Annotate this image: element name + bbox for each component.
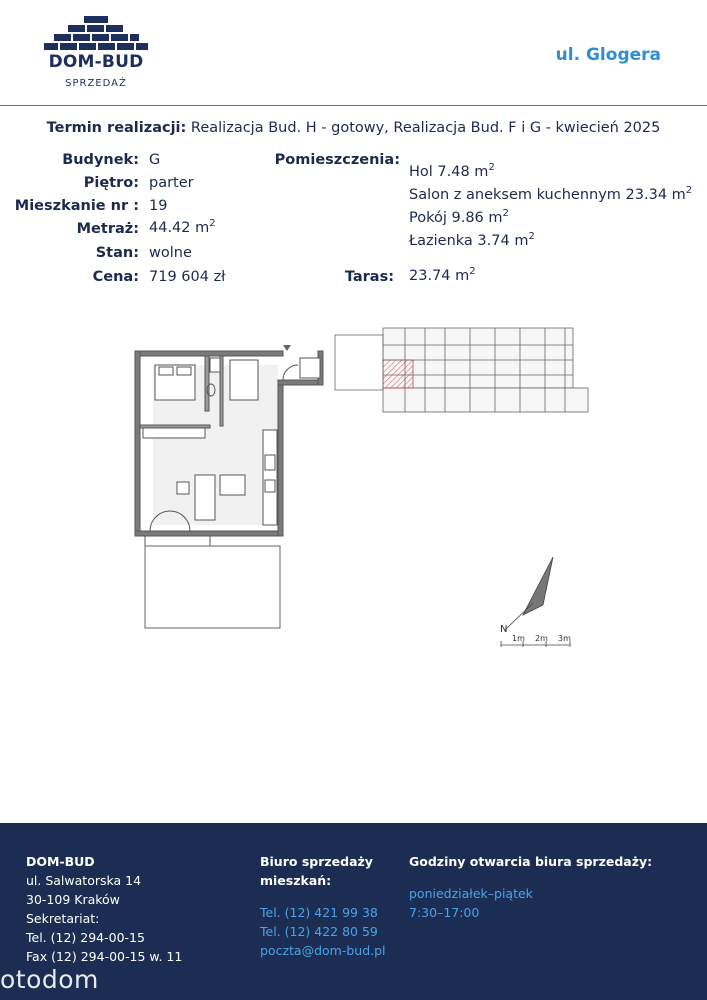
sales-office-title: Biuro sprzedaży: [260, 854, 373, 869]
sales-email-link[interactable]: poczta@dom-bud.pl: [260, 943, 386, 958]
hours-time: 7:30–17:00: [409, 905, 480, 920]
brand-subtitle: SPRZEDAŻ: [65, 78, 127, 89]
brand-name: DOM-BUD: [48, 52, 144, 72]
page-header: [0, 0, 707, 106]
term-label: Termin realizacji:: [46, 120, 187, 136]
sales-phone-2-link[interactable]: Tel. (12) 422 80 59: [260, 924, 378, 939]
terrace-label: Taras:: [344, 269, 394, 285]
footer-company: DOM-BUD: [26, 854, 95, 869]
building-label: Budynek:: [62, 152, 139, 168]
term-value: Realizacja Bud. H - gotowy, Realizacja Bud. F i G - kwiecień 2025: [190, 120, 661, 136]
street-name: ul. Glogera: [555, 45, 661, 65]
flat-floor-plan: [135, 345, 323, 628]
room-item: Hol 7.48 $m^2$: [409, 162, 495, 180]
area-label: Metraż:: [76, 221, 139, 237]
price-label: Cena:: [92, 269, 139, 285]
building-key-plan: [335, 328, 588, 412]
floor-plan: [125, 325, 595, 655]
status-value: wolne: [149, 245, 192, 261]
building-value: G: [149, 152, 161, 168]
floor-label: Piętro:: [83, 175, 139, 191]
footer-secretariat-label: Sekretariat:: [26, 911, 100, 926]
hours-title: Godziny otwarcia biura sprzedaży:: [409, 854, 653, 869]
sales-office-title-2: mieszkań:: [260, 873, 332, 888]
compass-label: N: [500, 624, 508, 635]
footer-phone: Tel. (12) 294-00-15: [26, 930, 145, 945]
area-value: 44.42 $m^2$: [149, 218, 216, 236]
page-footer: [0, 823, 707, 1000]
otodom-watermark: otodom: [0, 965, 99, 994]
price-value: 719 604 zł: [149, 269, 226, 285]
status-label: Stan:: [95, 245, 139, 261]
scale-label: 2m: [535, 634, 548, 643]
room-item: Pokój 9.86 $m^2$: [409, 208, 509, 226]
flat-value: 19: [149, 198, 168, 214]
scale-label: 1m: [512, 634, 525, 643]
scale-label: 3m: [558, 634, 571, 643]
compass-icon: [505, 557, 553, 630]
sales-phone-1-link[interactable]: Tel. (12) 421 99 38: [260, 905, 378, 920]
hours-days: poniedziałek–piątek: [409, 886, 533, 901]
room-item: Salon z aneksem kuchennym 23.34 $m^2$: [409, 185, 693, 203]
rooms-label: Pomieszczenia:: [274, 152, 400, 168]
footer-fax: Fax (12) 294-00-15 w. 11: [26, 949, 183, 964]
terrace-value: 23.74 $m^2$: [409, 266, 476, 284]
room-item: Łazienka 3.74 $m^2$: [409, 231, 535, 249]
footer-address-2: 30-109 Kraków: [26, 892, 120, 907]
flat-label: Mieszkanie nr :: [14, 198, 139, 214]
footer-address-1: ul. Salwatorska 14: [26, 873, 142, 888]
floor-value: parter: [149, 175, 194, 191]
completion-term: [0, 120, 707, 136]
